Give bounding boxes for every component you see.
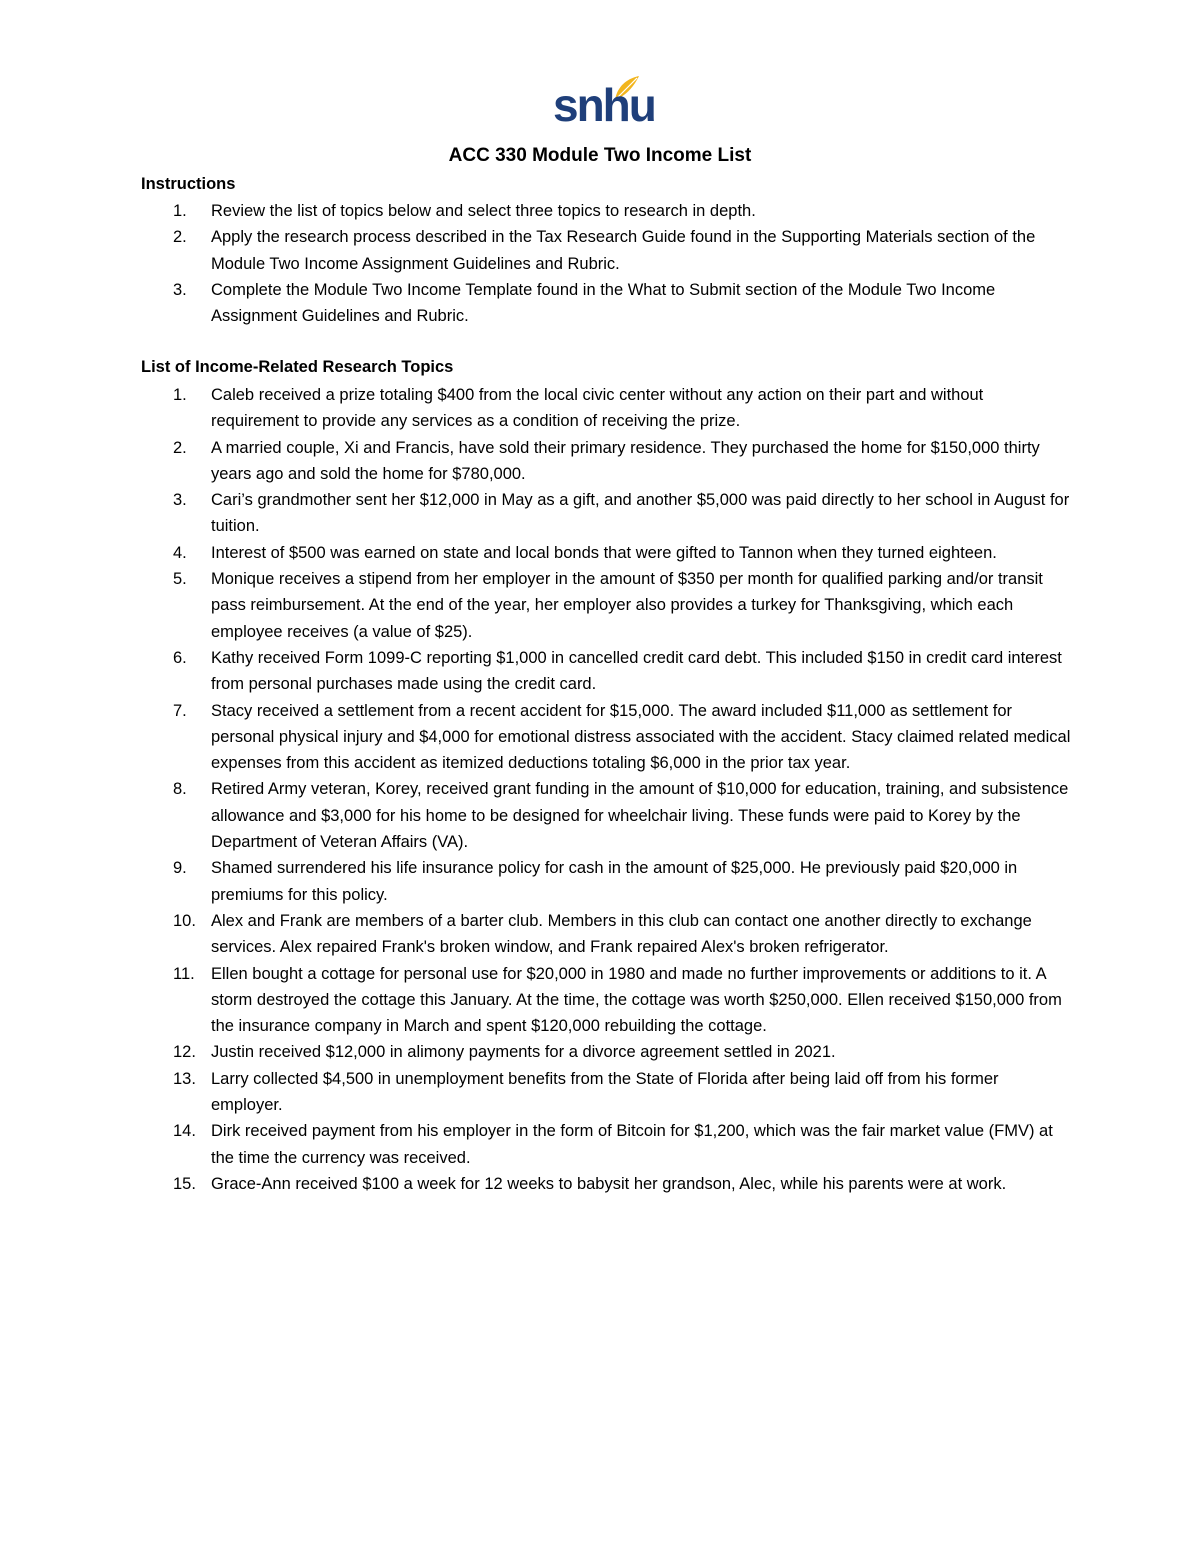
list-item-text: Larry collected $4,500 in unemployment benefits from the State of Florida after being laid off from his former employer. — [211, 1069, 999, 1115]
list-item — [141, 566, 1071, 645]
list-item-number: 1. — [173, 202, 187, 220]
list-item-text: Stacy received a settlement from a recent accident for $15,000. The award included $11,000 as settlement for personal physical injury and $4,000 for emotional distress associated with the accident. Stacy claimed related medical expenses from this accident as itemized deductions totaling $6,000 in the prior tax year. — [211, 701, 1071, 773]
list-item-text: Retired Army veteran, Korey, received grant funding in the amount of $10,000 for education, training, and subsistence allowance and $3,000 for his home to be designed for wheelchair living. These funds were paid to Korey by the Department of Veteran Affairs (VA). — [211, 780, 1069, 852]
list-item-number: 1. — [173, 386, 187, 404]
list-item — [141, 1039, 1071, 1065]
list-item-text: Interest of $500 was earned on state and local bonds that were gifted to Tannon when they turned eighteen. — [211, 543, 997, 562]
list-item-number: 2. — [173, 438, 187, 457]
list-item-text: A married couple, Xi and Francis, have sold their primary residence. They purchased the home for $150,000 thirty years ago and sold the home for $780,000. — [211, 438, 1040, 483]
list-item-text: Complete the Module Two Income Template found in the What to Submit section of the Module Two Income Assignment Guidelines and Rubric. — [211, 280, 996, 326]
list-item — [141, 776, 1071, 855]
list-item-text: Ellen bought a cottage for personal use for $20,000 in 1980 and made no further improvements or additions to it. A storm destroyed the cottage this January. At the time, the cottage was worth $250,000. Ellen received $150,000 from the insurance company in March and spent $120,000 rebuilding the cottage. — [211, 964, 1062, 1036]
list-item — [141, 1066, 1071, 1119]
instructions-heading: Instructions — [141, 175, 236, 193]
list-item — [141, 908, 1071, 961]
snhu-logo — [553, 74, 655, 134]
list-item-number: 6. — [173, 648, 187, 667]
list-item-number: 3. — [173, 280, 187, 299]
list-item — [141, 487, 1071, 540]
list-item-number: 14. — [173, 1122, 196, 1141]
list-item-number: 3. — [173, 491, 187, 510]
list-item-text: Dirk received payment from his employer in the form of Bitcoin for $1,200, which was the fair market value (FMV) at the time the currency was received. — [211, 1122, 1053, 1167]
list-item-number: 5. — [173, 570, 187, 589]
list-item — [141, 645, 1071, 698]
list-item-text: Shamed surrendered his life insurance policy for cash in the amount of $25,000. He previously paid $20,000 in premiums for this policy. — [211, 859, 1018, 904]
list-item-number: 12. — [173, 1043, 196, 1062]
list-item — [141, 540, 1071, 566]
list-item-number: 11. — [173, 964, 195, 983]
list-item — [141, 855, 1071, 908]
page-title: ACC 330 Module Two Income List — [448, 145, 752, 166]
list-item — [141, 698, 1071, 777]
topics-list — [141, 382, 1071, 1197]
logo-wordmark: snhu — [553, 79, 655, 131]
list-item — [141, 1171, 1071, 1197]
list-item — [141, 198, 1071, 224]
list-item — [141, 1118, 1071, 1171]
list-item-number: 15. — [173, 1174, 196, 1193]
list-item-text: Monique receives a stipend from her employer in the amount of $350 per month for qualified parking and/or transit pass reimbursement. At the end of the year, her employer also provides a turkey for Thanksgiving, which each employee receives (a value of $25). — [211, 570, 1043, 641]
list-item-number: 13. — [173, 1069, 196, 1088]
topics-heading: List of Income-Related Research Topics — [141, 358, 454, 376]
list-item-text: Apply the research process described in the Tax Research Guide found in the Supporting Materials section of the Module Two Income Assignment Guidelines and Rubric. — [211, 228, 1036, 273]
list-item-number: 4. — [173, 543, 187, 562]
list-item — [141, 382, 1071, 435]
instructions-list — [141, 198, 1071, 329]
list-item-text: Review the list of topics below and select three topics to research in depth. — [211, 202, 756, 220]
list-item-text: Justin received $12,000 in alimony payments for a divorce agreement settled in 2021. — [211, 1043, 836, 1062]
list-item — [141, 224, 1071, 277]
list-item-text: Kathy received Form 1099-C reporting $1,000 in cancelled credit card debt. This included $150 in credit card interest from personal purchases made using the credit card. — [211, 648, 1062, 694]
list-item-number: 2. — [173, 228, 187, 247]
list-item-text: Caleb received a prize totaling $400 from the local civic center without any action on their part and without requirement to provide any services as a condition of receiving the prize. — [211, 386, 984, 431]
list-item-number: 10. — [173, 911, 196, 930]
list-item-number: 9. — [173, 859, 187, 878]
list-item-text: Cari’s grandmother sent her $12,000 in May as a gift, and another $5,000 was paid directly to her school in August for tuition. — [211, 491, 1070, 536]
list-item-number: 8. — [173, 780, 187, 799]
list-item-text: Alex and Frank are members of a barter club. Members in this club can contact one another directly to exchange services. Alex repaired Frank's broken window, and Frank repaired Alex's broken refrigerator. — [211, 911, 1032, 957]
list-item-number: 7. — [173, 701, 187, 720]
list-item — [141, 277, 1071, 330]
list-item — [141, 435, 1071, 488]
list-item-text: Grace-Ann received $100 a week for 12 weeks to babysit her grandson, Alec, while his parents were at work. — [211, 1174, 1007, 1193]
list-item — [141, 961, 1071, 1040]
